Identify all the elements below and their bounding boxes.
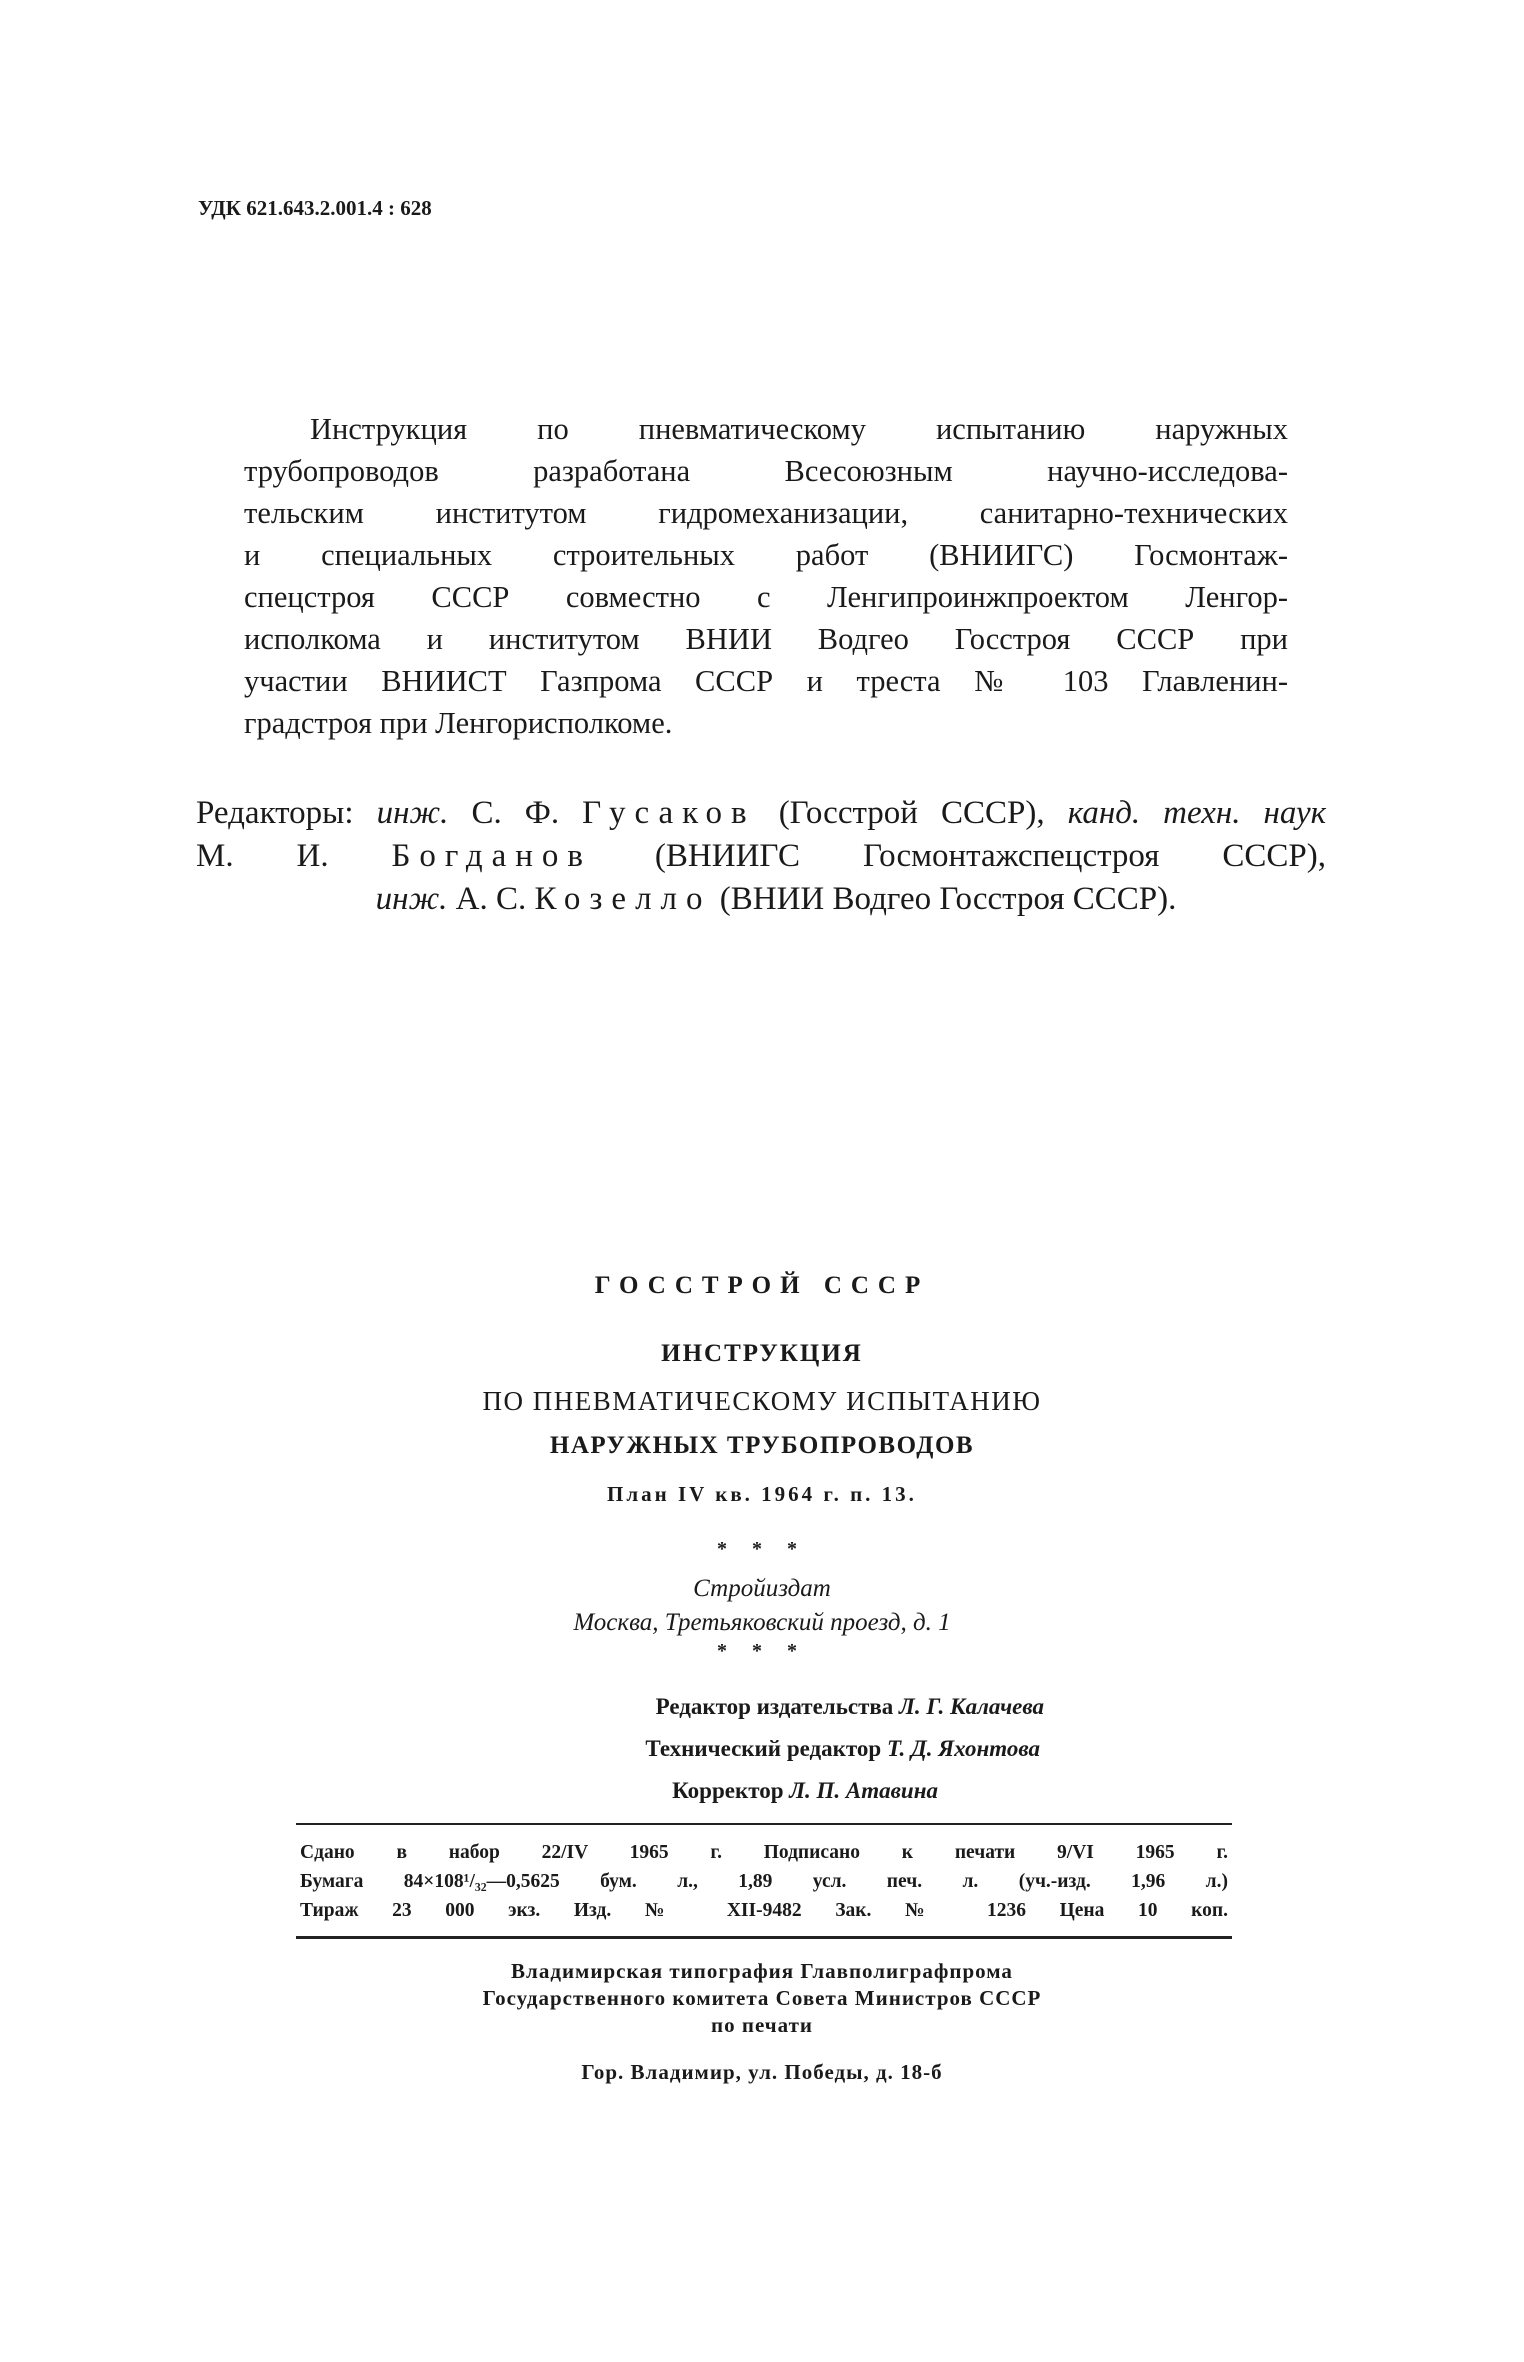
separator-stars: * * * — [717, 1640, 807, 1662]
credit-tech-editor — [470, 1728, 1110, 1770]
book-title-line-3: НАРУЖНЫХ ТРУБОПРОВОДОВ — [549, 1432, 975, 1459]
credit-corrector — [470, 1770, 1110, 1812]
book-title-line-1: ИНСТРУКЦИЯ — [661, 1340, 863, 1367]
editor-2-surname: Богданов — [391, 838, 593, 874]
printer-line: Владимирская типография Главполиграфпрома — [511, 1959, 1013, 1983]
credit-role: Технический редактор — [645, 1736, 882, 1761]
divider-rule — [296, 1823, 1232, 1825]
publisher-name: Стройиздат — [693, 1575, 831, 1602]
publication-plan: План IV кв. 1964 г. п. 13. — [607, 1482, 917, 1506]
editors-row-3 — [196, 878, 1326, 921]
editors-row-1 — [196, 792, 1326, 835]
intro-line: градстроя при Ленгорисполкоме. — [244, 706, 673, 740]
imprint-line: Сдано в набор 22/IV 1965 г. Подписано к печати 9/VI 1965 г. — [300, 1842, 1228, 1863]
editor-1-title: инж. — [376, 795, 449, 831]
editor-3-title: инж. — [375, 881, 448, 917]
editor-2-org: (ВНИИГС Госмонтажспецстроя СССР), — [654, 838, 1326, 874]
udk-code: УДК 621.643.2.001.4 : 628 — [198, 196, 432, 220]
divider-rule — [296, 1936, 1232, 1939]
editor-1-surname: Гусаков — [582, 795, 756, 831]
credit-role: Редактор издательства — [655, 1694, 894, 1719]
credit-name: Л. Г. Калачева — [899, 1694, 1044, 1719]
credit-role: Корректор — [672, 1778, 784, 1803]
separator-stars: * * * — [717, 1538, 807, 1560]
printer-block — [0, 1958, 1524, 2086]
editor-2-initials: М. И. — [196, 838, 329, 874]
credit-name: Л. П. Атавина — [789, 1778, 938, 1803]
editor-3-initials: А. С. — [455, 881, 527, 917]
intro-paragraph — [244, 408, 1288, 744]
publisher-address: Москва, Третьяковский проезд, д. 1 — [573, 1609, 951, 1636]
organization-name: ГОССТРОЙ СССР — [594, 1272, 930, 1299]
credit-name: Т. Д. Яхонтова — [886, 1736, 1040, 1761]
credits-block — [470, 1686, 1110, 1812]
editors-label: Редакторы: — [196, 795, 354, 831]
imprint-block — [300, 1838, 1228, 1925]
editor-3-org: (ВНИИ Водгео Госстроя СССР). — [719, 881, 1177, 917]
intro-line: Инструкция по пневматическому испытанию наружных — [310, 412, 1288, 446]
credit-editor — [470, 1686, 1110, 1728]
intro-line: исполкома и институтом ВНИИ Водгео Госстроя СССР при — [244, 622, 1288, 656]
imprint-line: Бумага 84×108¹/₃₂—0,5625 бум. л., 1,89 усл. печ. л. (уч.-изд. 1,96 л.) — [300, 1871, 1228, 1892]
printer-line: по печати — [711, 2013, 813, 2037]
editors-block — [196, 792, 1326, 921]
intro-line: спецстроя СССР совместно с Ленгипроинжпроектом Ленгор- — [244, 580, 1288, 614]
printer-line: Государственного комитета Совета Министров СССР — [482, 1986, 1042, 2010]
editor-3-surname: Козелло — [534, 881, 712, 917]
intro-line: и специальных строительных работ (ВНИИГС) Госмонтаж- — [244, 538, 1288, 572]
intro-line: участии ВНИИСТ Газпрома СССР и треста № 103 Главленин- — [244, 664, 1288, 698]
printer-address: Гор. Владимир, ул. Победы, д. 18-б — [581, 2060, 943, 2084]
publisher-block — [0, 1572, 1524, 1640]
intro-line: трубопроводов разработана Всесоюзным научно-исследова- — [244, 454, 1288, 488]
editor-1-initials: С. Ф. — [471, 795, 560, 831]
book-title-line-2: ПО ПНЕВМАТИЧЕСКОМУ ИСПЫТАНИЮ — [482, 1386, 1042, 1416]
editor-2-title: канд. техн. наук — [1067, 795, 1327, 831]
editors-row-2 — [196, 835, 1326, 878]
imprint-line: Тираж 23 000 экз. Изд. № XII-9482 Зак. № 1236 Цена 10 коп. — [300, 1900, 1228, 1921]
intro-line: тельским институтом гидромеханизации, санитарно-технических — [244, 496, 1288, 530]
editor-1-org: (Госстрой СССР), — [778, 795, 1045, 831]
